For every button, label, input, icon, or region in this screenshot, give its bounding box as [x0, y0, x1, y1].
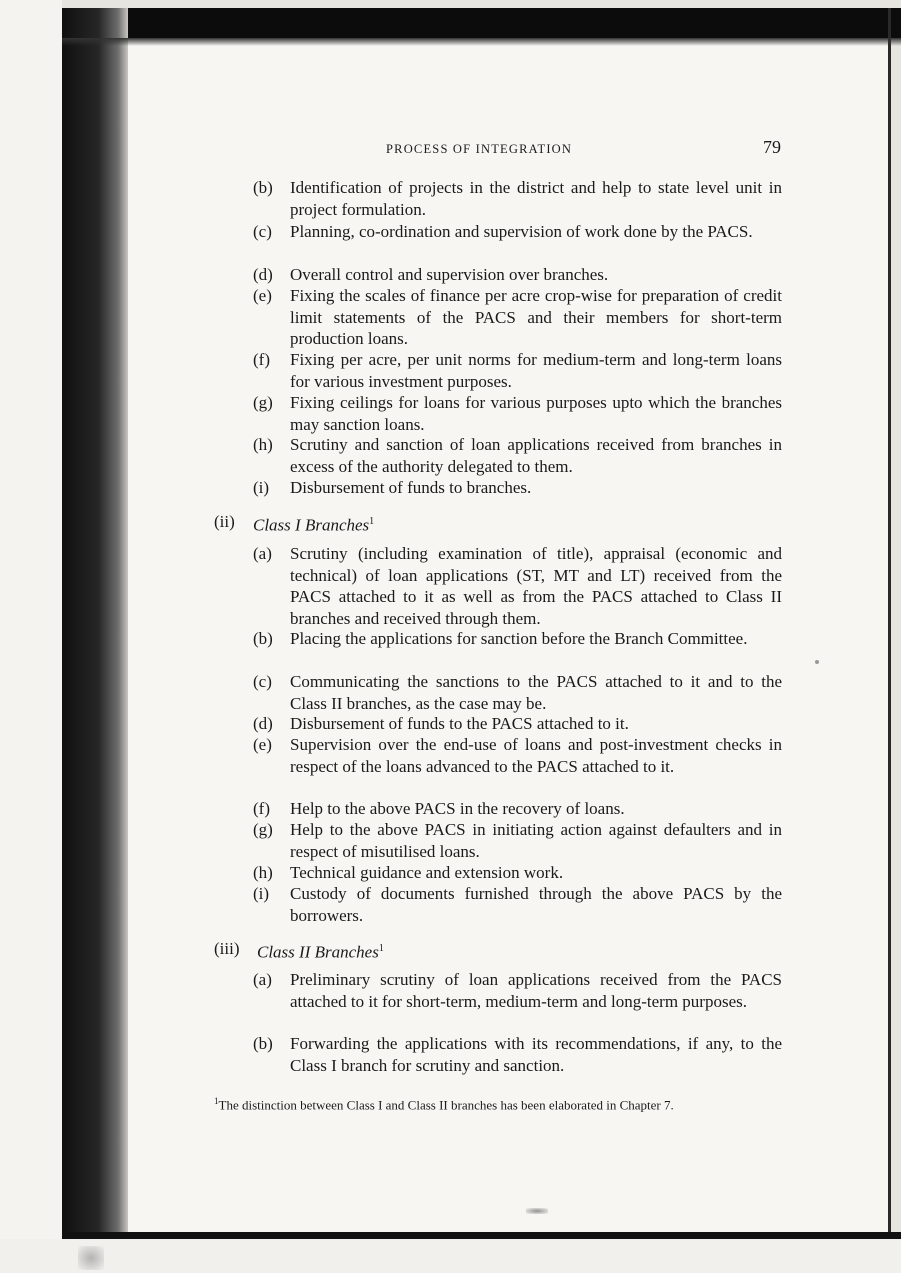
running-head: PROCESS OF INTEGRATION: [386, 142, 573, 156]
item-label: (f): [253, 350, 270, 369]
footnote-mark: 1: [369, 516, 375, 527]
item-label: (b): [253, 178, 273, 197]
item-label: (e): [253, 735, 272, 754]
item-label: (i): [253, 478, 270, 497]
item-text: Help to the above PACS in the recovery of loans.: [290, 799, 625, 818]
item-text: Overall control and supervision over branches.: [290, 265, 609, 284]
item-label: (i): [253, 884, 270, 903]
section-label: (iii): [214, 939, 240, 958]
item-label: (c): [253, 672, 272, 691]
item-text: Fixing the scales of finance per acre crop-wise for preparation of credit limit statements of the PACS and their members for short-term production loans.: [290, 286, 782, 348]
item-label: (d): [253, 714, 273, 733]
item-label: (f): [253, 799, 270, 818]
item-text: Scrutiny and sanction of loan applications received from branches in excess of the authority delegated to them.: [290, 435, 782, 476]
item-label: (h): [253, 863, 273, 882]
item-text: Identification of projects in the district and help to state level unit in project formulation.: [290, 178, 782, 219]
footnote-text: The distinction between Class I and Class II branches has been elaborated in Chapter 7.: [218, 1097, 674, 1113]
footnote: [214, 1096, 674, 1113]
item-label: (h): [253, 435, 273, 454]
item-text: Scrutiny (including examination of title), appraisal (economic and technical) of loan applications (ST, MT and LT) received from the PACS attached to it as well as from the PACS attached to Class II branches and received through them.: [290, 544, 782, 628]
item-text: Placing the applications for sanction before the Branch Committee.: [290, 629, 748, 648]
scan-bottom-margin: [0, 1239, 901, 1273]
item-label: (d): [253, 265, 273, 284]
scan-top-shadow-bar: [62, 8, 901, 38]
item-label: (b): [253, 629, 273, 648]
item-label: (a): [253, 544, 272, 563]
section-label: (ii): [214, 512, 235, 531]
item-text: Planning, co-ordination and supervision of work done by the PACS.: [290, 222, 753, 241]
item-text: Disbursement of funds to the PACS attached to it.: [290, 714, 629, 733]
scan-left-margin: [0, 0, 62, 1273]
scan-top-gradient: [62, 38, 901, 46]
scan-left-shadow-bar: [62, 8, 128, 1238]
scan-bottom-bar: [62, 1232, 901, 1239]
footnote-mark: 1: [378, 943, 384, 954]
page-number: 79: [763, 137, 781, 157]
item-text: Communicating the sanctions to the PACS attached to it and to the Class II branches, as the case may be.: [290, 672, 782, 713]
item-label: (g): [253, 820, 273, 839]
item-label: (b): [253, 1034, 273, 1053]
item-text: Forwarding the applications with its recommendations, if any, to the Class I branch for scrutiny and sanction.: [290, 1034, 782, 1075]
item-text: Disbursement of funds to branches.: [290, 478, 532, 497]
item-text: Custody of documents furnished through the above PACS by the borrowers.: [290, 884, 782, 925]
ink-smudge: [526, 1208, 548, 1214]
item-label: (g): [253, 393, 273, 412]
scan-right-edge: [888, 8, 891, 1240]
item-label: (a): [253, 970, 272, 989]
item-text: Preliminary scrutiny of loan applications received from the PACS attached to it for short-term, medium-term and long-term purposes.: [290, 970, 782, 1011]
item-text: Supervision over the end-use of loans and post-investment checks in respect of the loans advanced to the PACS attached to it.: [290, 735, 782, 776]
footnote-mark: 1: [214, 1096, 219, 1106]
ink-dot: [815, 660, 819, 664]
item-text: Fixing ceilings for loans for various purposes upto which the branches may sanction loans.: [290, 393, 782, 434]
item-label: (e): [253, 286, 272, 305]
item-text: Technical guidance and extension work.: [290, 863, 564, 882]
corner-stain: [78, 1246, 104, 1270]
item-label: (c): [253, 222, 272, 241]
item-text: Fixing per acre, per unit norms for medium-term and long-term loans for various investment purposes.: [290, 350, 782, 391]
section-title: Class II Branches$^1$: [257, 942, 384, 962]
section-title: Class I Branches$^1$: [253, 515, 375, 535]
item-text: Help to the above PACS in initiating action against defaulters and in respect of misutilised loans.: [290, 820, 782, 861]
